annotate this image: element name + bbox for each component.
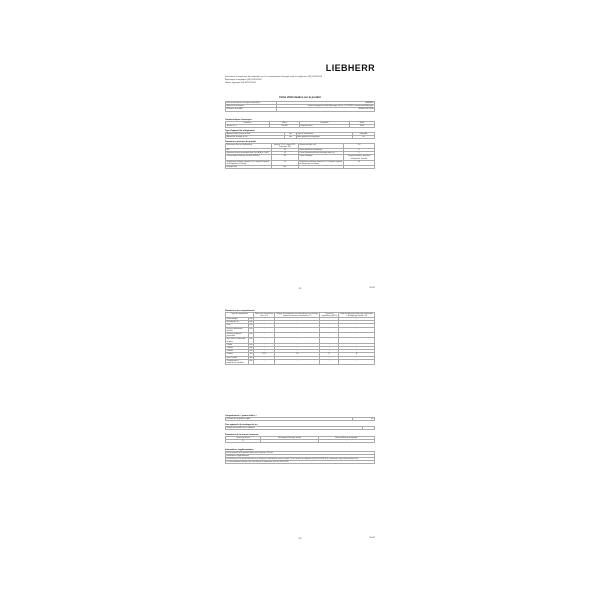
table-cell: - xyxy=(254,356,275,359)
header-line: Norme appliquée EN 62552:2020 xyxy=(225,81,256,84)
table-cell: - xyxy=(320,347,339,350)
table-cell: 3 étoiles xyxy=(226,350,249,353)
table-row xyxy=(226,417,375,420)
table-cell: Paramètre xyxy=(299,121,349,124)
table-cell: Type de construction xyxy=(296,132,352,135)
table-cell: - xyxy=(339,321,375,324)
table-cell: Référence du modèle xyxy=(226,108,277,111)
table-cell: - xyxy=(320,333,339,338)
table-cell: non xyxy=(249,347,253,350)
table-cell: Tempérée étendue, tempérée, subtropicale, tropicale xyxy=(344,155,375,160)
section-title: Pour appareils de stockage du vin xyxy=(225,423,258,426)
table-row xyxy=(226,166,375,169)
table-cell: non xyxy=(285,132,297,135)
table-cell: Type de compartiment xyxy=(226,312,254,317)
table-cell: Réglage de température recommandé pour un stockage optimal des denrées alimentaires (°C) xyxy=(276,312,319,317)
page-number: 1/3 xyxy=(298,288,302,290)
table-cell: - xyxy=(362,426,374,429)
table-cell: - xyxy=(320,324,339,327)
doc-ref: 09.2022 xyxy=(369,538,375,539)
supplier-table xyxy=(225,101,375,112)
table-cell: 220-240 xyxy=(269,124,299,127)
table-cell: Adresse du fournisseur xyxy=(226,105,277,108)
table-cell: intégrable xyxy=(352,132,374,135)
table-cell: - xyxy=(275,350,320,353)
table-cell: - xyxy=(320,318,339,321)
compartments-section xyxy=(225,308,375,365)
table-cell: Sans étoile ou fabrication de glace xyxy=(226,338,249,343)
table-cell: 1 étoile xyxy=(226,343,249,346)
table-cell: non xyxy=(249,359,254,364)
table-cell: 212.3 xyxy=(254,353,275,356)
section-title: Informations supplémentaires xyxy=(225,448,254,451)
table-cell: non xyxy=(249,333,254,338)
table-cell: - xyxy=(339,318,375,321)
table-cell: - xyxy=(275,359,320,364)
doc-ref: 09.2022 xyxy=(369,288,375,289)
table-cell: Garde-manger xyxy=(226,318,249,321)
table-cell: Classe climatique xyxy=(298,155,344,160)
table-cell: - xyxy=(275,321,320,324)
table-cell: Classe d'émission de bruit acoustique dans l'air xyxy=(298,152,344,155)
section-title: Caractéristiques électriques xyxy=(225,118,252,121)
table-cell: Denrées alimentaires fraîches xyxy=(226,327,249,332)
table-cell: Compartiment à températures variables xyxy=(226,359,249,364)
table-cell: Cave xyxy=(226,324,249,327)
table-row xyxy=(226,359,375,364)
table-cell: Fréquence (Hz) xyxy=(299,124,349,127)
table-cell: Liebherr-Hausgeräte GmbH Memminger Straße 77-79 88416 Ochsenhausen Allemagne xyxy=(277,105,375,108)
table-cell xyxy=(298,166,344,169)
table-cell: - xyxy=(320,338,339,343)
table-cell: non xyxy=(249,327,254,332)
table-cell: Durée minimale de la garantie offerte par le fabricant: 24 mois xyxy=(226,451,375,454)
table-cell: 10 xyxy=(272,160,299,165)
document-page-2 xyxy=(225,305,375,545)
table-cell: Hauteur 1770 / Largeur 559 / Profondeur 546 xyxy=(272,143,299,148)
table-row xyxy=(226,461,375,464)
table-cell: Valeur xyxy=(349,121,374,124)
section-title: Type d'appareil de réfrigération xyxy=(225,129,255,132)
table-row xyxy=(226,108,375,111)
table-cell: non xyxy=(249,338,254,343)
table-cell: - xyxy=(275,324,320,327)
table-cell: Nombre de bouteilles de vin standard xyxy=(226,426,363,429)
additional-info-section xyxy=(225,447,375,464)
section-title: Paramètres des compartiments xyxy=(225,309,255,312)
table-cell: - xyxy=(339,356,375,359)
table-cell: Paramètre xyxy=(226,121,270,124)
table-cell: Informations supplémentaires: xyxy=(226,454,375,457)
table-cell: - xyxy=(339,347,375,350)
table-cell: oui xyxy=(249,353,253,356)
table-cell: -18 xyxy=(275,353,320,356)
appliance-type-section xyxy=(225,128,375,139)
table-cell: - xyxy=(339,343,375,346)
table-cell: - xyxy=(339,350,375,353)
table-cell: Dimensions hors tout (millimètres) xyxy=(226,143,272,148)
table-cell: Température ambiante maximale (°C) à laquelle l'appareil de réfrigération est adapté xyxy=(299,160,343,166)
table-cell: non xyxy=(285,135,297,138)
table-cell: non xyxy=(249,318,253,320)
table-cell: Mode de dégivrage (dégivrage automatique = A, dégivrage manuel = M) xyxy=(340,312,374,317)
table-cell: IRFbdi4 5180 PEPA xyxy=(277,108,375,111)
table-row xyxy=(226,439,375,442)
table-cell: LIEBHERR xyxy=(277,102,375,105)
table-cell: non xyxy=(272,166,299,169)
table-cell: - xyxy=(254,321,275,324)
table-cell: Autre appareil de réfrigération xyxy=(296,135,352,138)
table-cell: Tension (V ~) xyxy=(226,124,270,127)
section-title: Paramètres de la source lumineuse xyxy=(225,433,259,436)
table-cell: - xyxy=(254,338,275,343)
table-cell: 1) xyxy=(226,439,261,442)
table-cell: 230 xyxy=(272,155,299,160)
table-cell: - xyxy=(320,321,339,324)
table-cell: Pouvoir de congélation (kg/24 h) xyxy=(321,312,338,317)
table-cell: A xyxy=(339,353,375,356)
table-cell: C xyxy=(344,152,375,155)
section-title: Paramètres généraux du produit xyxy=(225,140,256,143)
table-cell: non xyxy=(249,356,253,359)
table-cell: Appareil à faible niveau de bruit xyxy=(226,132,285,135)
table-cell: - xyxy=(275,343,320,346)
table-cell: - xyxy=(275,338,320,343)
table-cell: Volume total (dm³ ou l) xyxy=(298,143,344,148)
section-title: Compartiments « quatre étoiles » xyxy=(225,414,257,417)
table-cell: - xyxy=(254,350,275,353)
table-cell: - xyxy=(339,359,375,364)
table-cell: - xyxy=(275,356,320,359)
table-cell: - xyxy=(275,347,320,350)
table-cell: - xyxy=(254,359,275,364)
table-row xyxy=(226,426,375,429)
table-cell: Lien Internet vers le site du fabricant où se trouvent les informations visées au point 4 a) de l'annexe du règlement (UE) 2019/2023 de la Commission: https://home.liebherr.com xyxy=(226,458,375,461)
table-cell: - xyxy=(275,318,320,321)
table-cell: oui xyxy=(352,135,374,138)
table-cell: Dispositif de congélation rapide xyxy=(226,417,353,420)
table-cell: IEE xyxy=(226,149,272,152)
table-cell: non xyxy=(249,321,253,324)
table-cell: - xyxy=(254,324,275,327)
page-number: 2/3 xyxy=(298,538,302,540)
table-cell: - xyxy=(254,327,275,332)
table-cell: - xyxy=(254,333,275,338)
table-cell: 17 xyxy=(320,353,339,356)
table-cell: - xyxy=(320,350,339,353)
table-cell: - xyxy=(275,327,320,332)
table-cell: non xyxy=(249,350,253,353)
table-cell: 4 étoiles xyxy=(226,353,249,356)
declaration-header xyxy=(225,76,375,84)
table-cell: oui xyxy=(352,417,374,420)
table-cell: 212 xyxy=(344,143,375,148)
table-cell: 2 étoiles xyxy=(226,347,249,350)
table-cell: Appareil de stockage du vin xyxy=(226,135,285,138)
electrical-section xyxy=(225,117,375,128)
liebherr-logo: LIEBHERR xyxy=(325,63,375,73)
table-cell: - xyxy=(320,327,339,332)
table-cell: La consommation d'énergie a été contrôlée par le laboratoire selon EN 62552:2020 xyxy=(226,461,375,464)
wine-section xyxy=(225,422,375,430)
page-title: Fiche d'information sur le produit xyxy=(279,96,321,99)
table-cell: - xyxy=(339,338,375,343)
table-cell: 50-60 xyxy=(349,124,374,127)
table-cell xyxy=(344,166,375,169)
table-cell: Température ambiante minimale (°C) à laquelle l'appareil de réfrigération est adapté xyxy=(226,160,272,165)
table-cell: - xyxy=(339,333,375,338)
table-cell: - xyxy=(339,327,375,332)
table-cell: Classe d'efficacité énergétique xyxy=(298,149,344,152)
table-cell: 35 xyxy=(272,152,299,155)
table-cell: - xyxy=(320,343,339,346)
table-cell: Émissions de bruit acoustique dans l'air (dB(A) re 1 pW) xyxy=(226,152,272,155)
table-cell: - xyxy=(320,356,339,359)
additional-info-table xyxy=(225,448,375,465)
table-cell: - xyxy=(320,359,339,364)
table-cell: E xyxy=(344,149,375,152)
page-footer xyxy=(225,288,375,290)
table-cell: - xyxy=(254,343,275,346)
table-cell xyxy=(261,439,318,442)
table-cell: Source lumineuse xyxy=(226,436,261,439)
four-star-section xyxy=(225,413,375,421)
document-page-1 xyxy=(225,55,375,295)
table-cell: Réglage hiver xyxy=(226,166,272,169)
table-cell: Consommation d'énergie annuelle (kWh/an) xyxy=(226,155,272,160)
table-cell: - xyxy=(318,439,374,442)
table-cell: - xyxy=(254,347,275,350)
light-source-section xyxy=(225,432,375,443)
page-footer xyxy=(225,538,375,540)
table-cell: Stockage du vin xyxy=(226,321,249,324)
table-cell: 43 xyxy=(344,160,375,165)
table-cell: Nom du fournisseur ou marque commerciale xyxy=(226,102,277,105)
table-cell: - xyxy=(339,324,375,327)
table-cell: Volume du compartiment (dm³ ou l) xyxy=(254,312,274,317)
header-line: Déclaration européenne de conformité sur la consommation d'énergie selon le règlement (UE) 2019/2016 xyxy=(225,76,322,78)
table-cell: - xyxy=(254,318,275,321)
header-line: Étiquetage énergétique (UE) 2019/2016 xyxy=(225,78,262,81)
table-cell: non xyxy=(249,324,253,327)
general-params-section xyxy=(225,139,375,169)
table-cell: 96 xyxy=(272,149,299,152)
table-cell: Denrées hautement périssables xyxy=(226,333,249,338)
table-cell: Zone 2 étoiles xyxy=(226,356,249,359)
table-cell: Classe d'efficacité énergétique xyxy=(318,436,374,439)
table-cell: non xyxy=(249,343,253,346)
table-cell: Valeur xyxy=(269,121,299,124)
supplier-section xyxy=(225,101,375,112)
table-cell: - xyxy=(275,333,320,338)
table-cell: Technologie d'éclairage utilisée xyxy=(261,436,318,439)
